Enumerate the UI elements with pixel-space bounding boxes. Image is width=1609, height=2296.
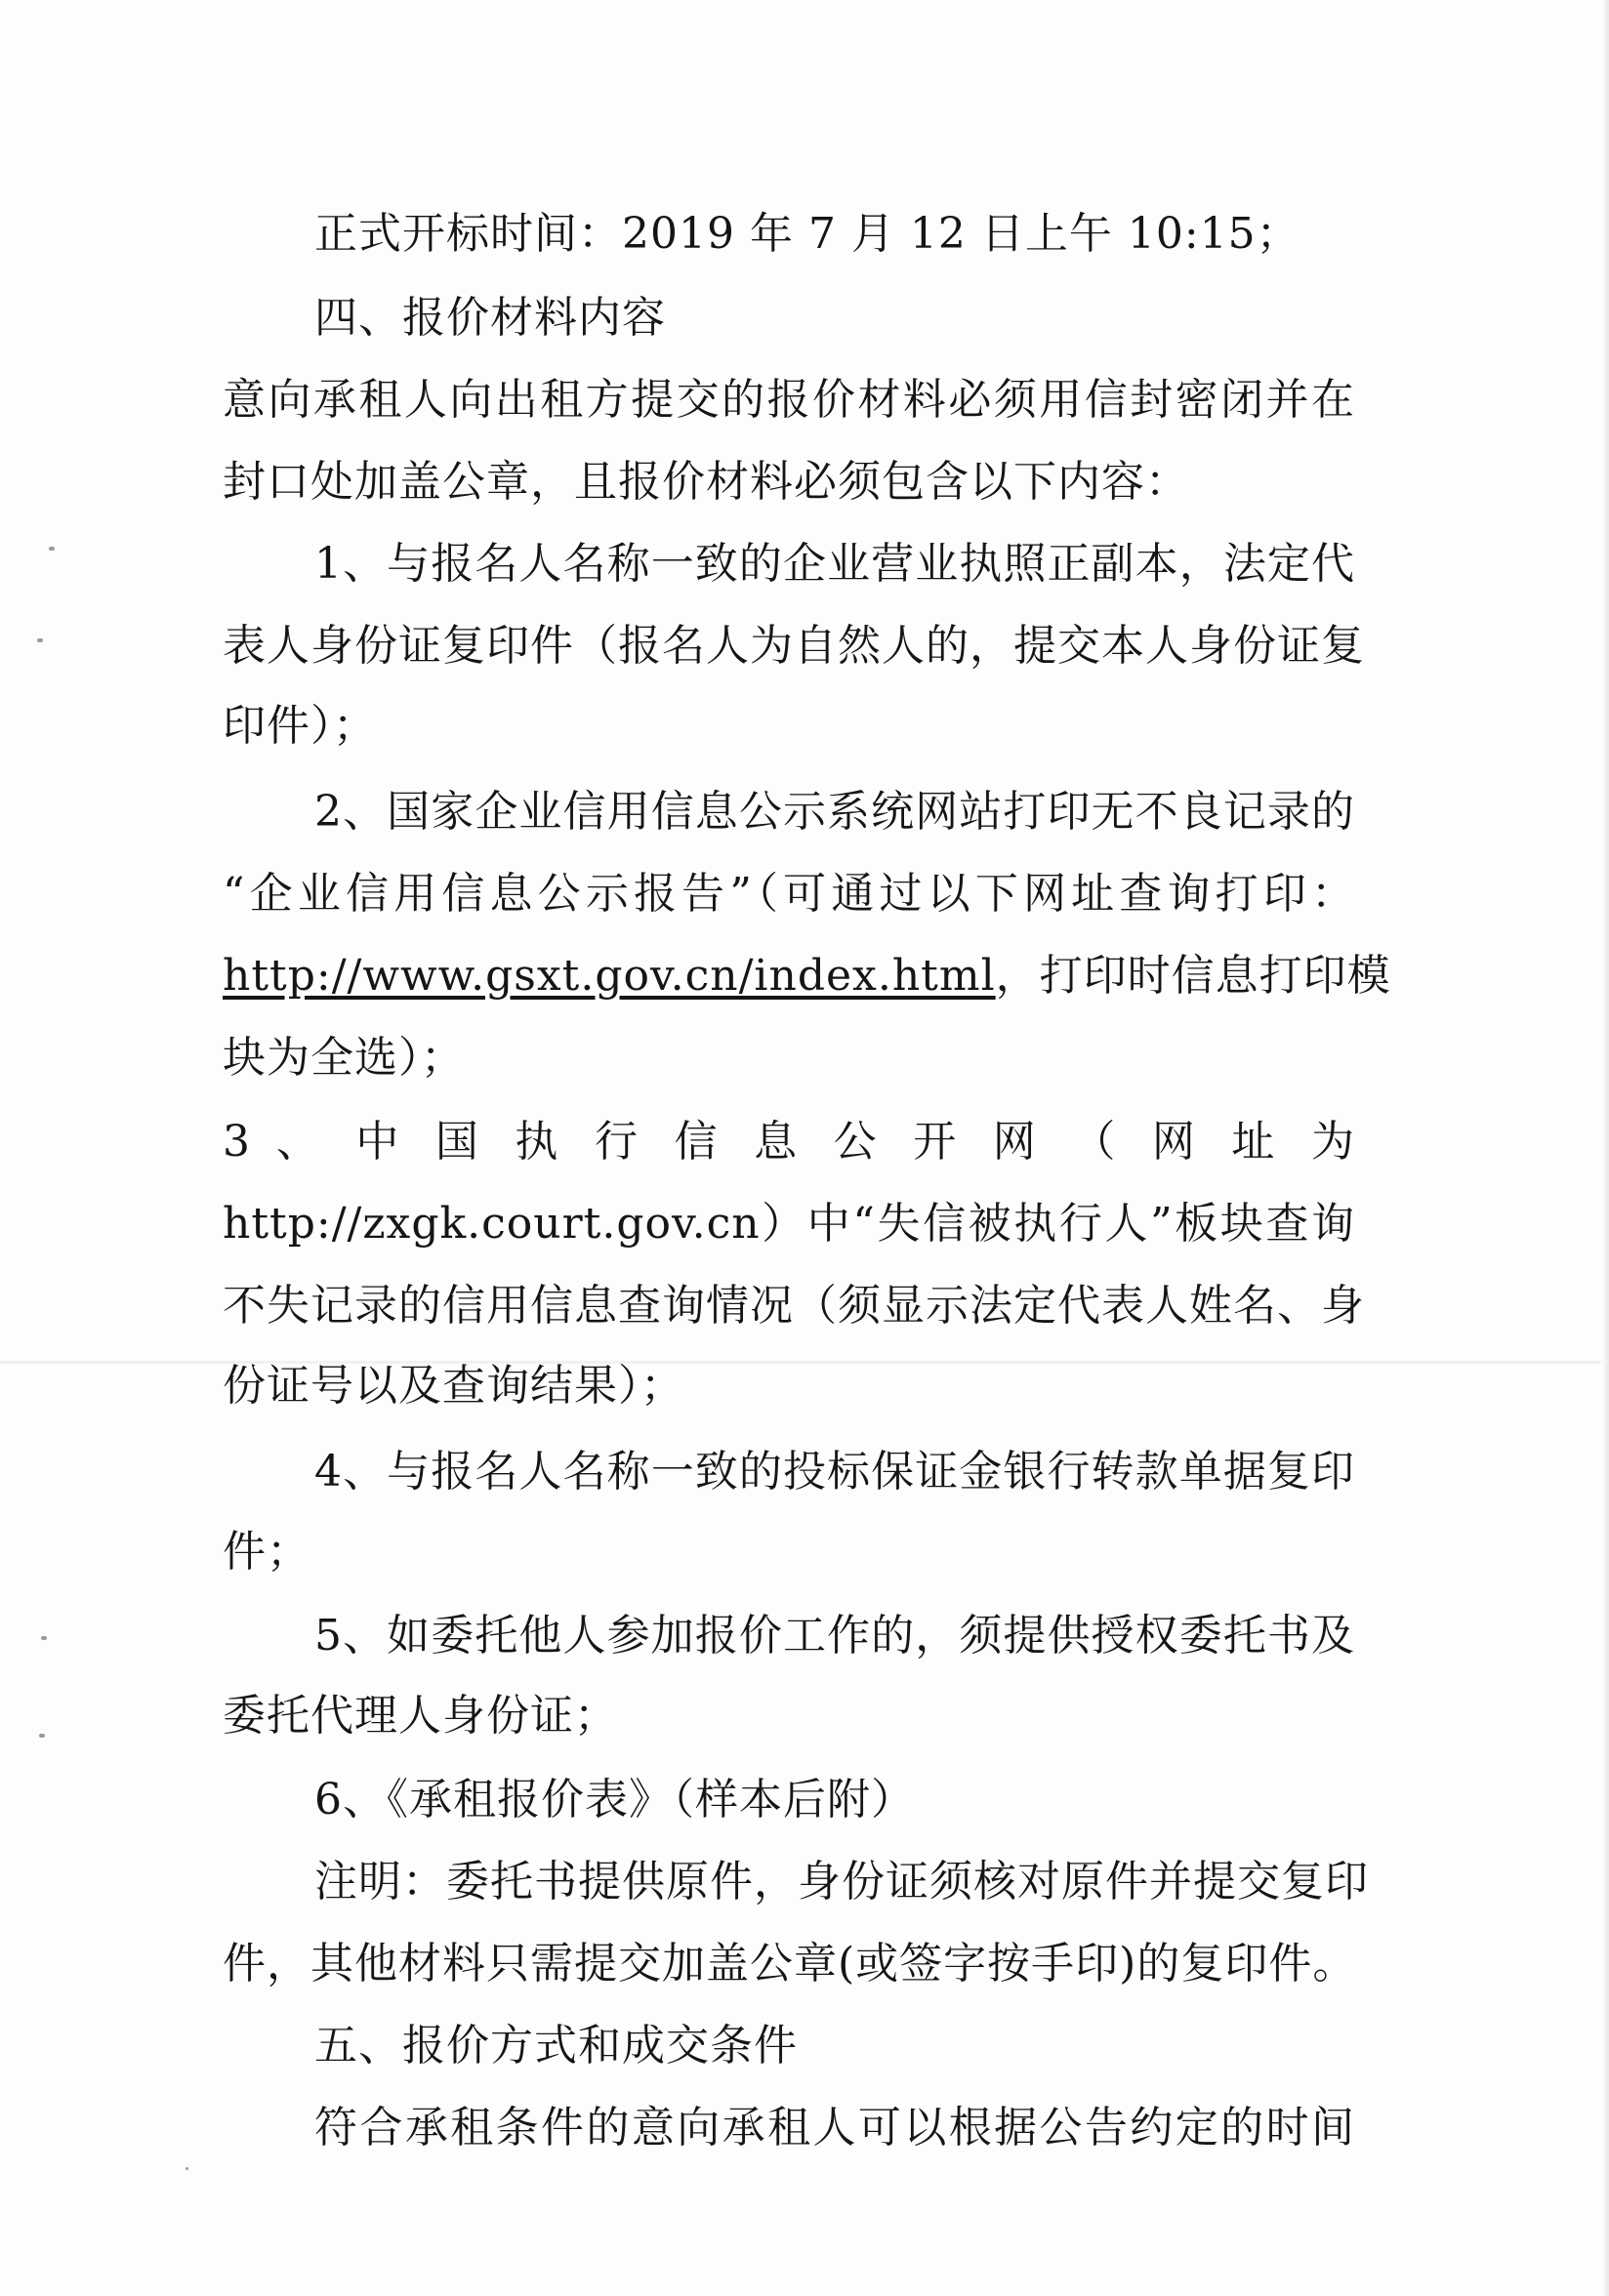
list-item-2-line: 2、国家企业信用信息公示系统网站打印无不良记录的 — [314, 787, 1355, 837]
note-line: 注明：委托书提供原件，身份证须核对原件并提交复印 — [314, 1857, 1369, 1906]
list-item-1-line: 1、与报名人名称一致的企业营业执照正副本，法定代 — [314, 539, 1355, 589]
opening-time-line: 正式开标时间：2019 年 7 月 12 日上午 10:15； — [314, 209, 1300, 259]
section-heading-quote-method: 五、报价方式和成交条件 — [314, 2021, 798, 2070]
paragraph-line: 符合承租条件的意向承租人可以根据公告约定的时间 — [314, 2103, 1355, 2152]
list-item-5-line: 5、如委托他人参加报价工作的，须提供授权委托书及 — [314, 1611, 1355, 1660]
scan-speck — [186, 2167, 188, 2170]
paragraph-line: 封口处加盖公章，且报价材料必须包含以下内容： — [223, 457, 1189, 507]
list-item-3-line: 份证号以及查询结果）； — [223, 1361, 684, 1411]
gsxt-url-link[interactable]: http://www.gsxt.gov.cn/index.html — [223, 951, 996, 1001]
list-item-3-line: http://zxgk.court.gov.cn）中“失信被执行人”板块查询 — [223, 1199, 1355, 1249]
list-item-6-line: 6、《承租报价表》（样本后附） — [314, 1775, 915, 1824]
note-line: 件，其他材料只需提交加盖公章(或签字按手印)的复印件。 — [223, 1939, 1357, 1988]
scan-speck — [49, 547, 55, 551]
list-item-1-line: 印件）； — [223, 701, 377, 751]
list-item-5-line: 委托代理人身份证； — [223, 1691, 618, 1741]
list-item-4-line: 4、与报名人名称一致的投标保证金银行转款单据复印 — [314, 1447, 1355, 1496]
paragraph-line: 意向承租人向出租方提交的报价材料必须用信封密闭并在 — [223, 375, 1355, 425]
section-heading-quote-materials: 四、报价材料内容 — [314, 293, 666, 343]
list-item-2-text: ，打印时信息打印模 — [995, 951, 1391, 1001]
scan-speck — [39, 1734, 45, 1738]
scan-speck — [37, 638, 43, 642]
page-edge-shadow — [1601, 0, 1609, 2296]
list-item-3-line: 3 、 中 国 执 行 信 息 公 开 网 （ 网 址 为 — [223, 1117, 1355, 1167]
list-item-1-line: 表人身份证复印件（报名人为自然人的，提交本人身份证复 — [223, 621, 1365, 671]
list-item-2-line: “企业信用信息公示报告”（可通过以下网址查询打印： — [223, 869, 1355, 919]
scan-speck — [41, 1636, 47, 1640]
list-item-4-line: 件； — [223, 1527, 310, 1577]
list-item-3-line: 不失记录的信用信息查询情况（须显示法定代表人姓名、身 — [223, 1281, 1365, 1331]
list-item-2-line — [223, 937, 1391, 1015]
list-item-2-line: 块为全选）； — [223, 1033, 465, 1083]
